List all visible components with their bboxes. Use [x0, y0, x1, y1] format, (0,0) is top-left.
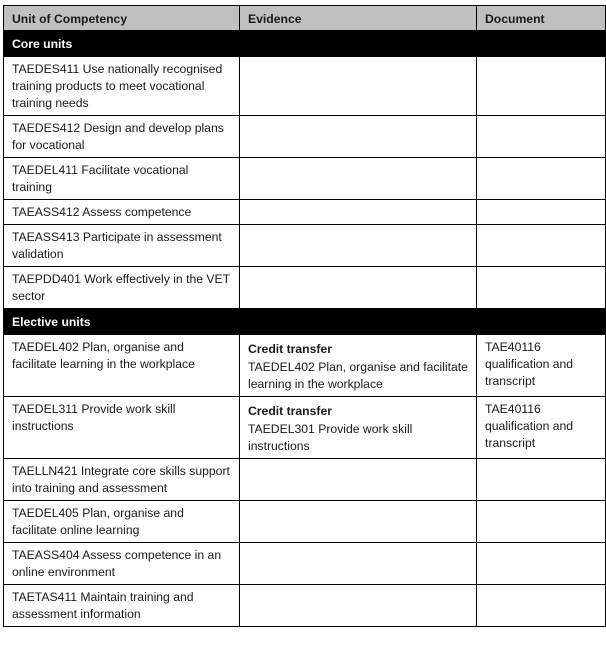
- unit-cell: TAEDEL311 Provide work skill instructions: [4, 397, 240, 459]
- evidence-title: Credit transfer: [248, 404, 332, 418]
- evidence-cell: [240, 585, 477, 627]
- evidence-cell: [240, 335, 477, 397]
- section-row: [4, 31, 606, 57]
- evidence-cell: [240, 459, 477, 501]
- evidence-text: TAEDEL301 Provide work skill instructions: [248, 422, 413, 453]
- evidence-cell: [240, 501, 477, 543]
- unit-cell: TAEASS413 Participate in assessment validation: [4, 225, 240, 267]
- unit-cell: TAEDEL402 Plan, organise and facilitate learning in the workplace: [4, 335, 240, 397]
- evidence-cell: [240, 200, 477, 225]
- table-row: [4, 585, 606, 627]
- evidence-text: TAEDEL402 Plan, organise and facilitate learning in the workplace: [248, 360, 468, 391]
- header-row: [4, 6, 606, 31]
- header-evidence: Evidence: [240, 6, 477, 31]
- evidence-cell: [240, 543, 477, 585]
- evidence-cell: [240, 57, 477, 116]
- document-cell: [477, 501, 606, 543]
- table-row: [4, 267, 606, 309]
- unit-cell: TAEASS412 Assess competence: [4, 200, 240, 225]
- table-row: [4, 543, 606, 585]
- document-cell: [477, 158, 606, 200]
- table-body: [4, 31, 606, 627]
- evidence-cell: [240, 267, 477, 309]
- table-row: [4, 200, 606, 225]
- document-cell: [477, 459, 606, 501]
- evidence-cell: [240, 397, 477, 459]
- section-title: Core units: [4, 31, 606, 57]
- table-row: [4, 158, 606, 200]
- table-row: [4, 459, 606, 501]
- document-cell: TAE40116 qualification and transcript: [477, 335, 606, 397]
- unit-cell: TAELLN421 Integrate core skills support into training and assessment: [4, 459, 240, 501]
- document-cell: [477, 57, 606, 116]
- document-cell: [477, 267, 606, 309]
- header-unit: Unit of Competency: [4, 6, 240, 31]
- table-row: [4, 335, 606, 397]
- document-cell: [477, 585, 606, 627]
- table-row: [4, 225, 606, 267]
- table-row: [4, 57, 606, 116]
- document-cell: [477, 225, 606, 267]
- document-cell: [477, 543, 606, 585]
- section-title: Elective units: [4, 309, 606, 335]
- section-row: [4, 309, 606, 335]
- unit-cell: TAEDES411 Use nationally recognised training products to meet vocational training needs: [4, 57, 240, 116]
- unit-cell: TAEASS404 Assess competence in an online environment: [4, 543, 240, 585]
- competency-table: [3, 5, 606, 627]
- unit-cell: TAEDEL405 Plan, organise and facilitate online learning: [4, 501, 240, 543]
- document-cell: [477, 200, 606, 225]
- unit-cell: TAEDEL411 Facilitate vocational training: [4, 158, 240, 200]
- evidence-title: Credit transfer: [248, 342, 332, 356]
- unit-cell: TAEPDD401 Work effectively in the VET sector: [4, 267, 240, 309]
- header-document: Document: [477, 6, 606, 31]
- unit-cell: TAETAS411 Maintain training and assessment information: [4, 585, 240, 627]
- document-cell: [477, 116, 606, 158]
- evidence-cell: [240, 158, 477, 200]
- table-row: [4, 116, 606, 158]
- unit-cell: TAEDES412 Design and develop plans for vocational: [4, 116, 240, 158]
- evidence-cell: [240, 225, 477, 267]
- document-cell: TAE40116 qualification and transcript: [477, 397, 606, 459]
- evidence-cell: [240, 116, 477, 158]
- table-row: [4, 397, 606, 459]
- table-row: [4, 501, 606, 543]
